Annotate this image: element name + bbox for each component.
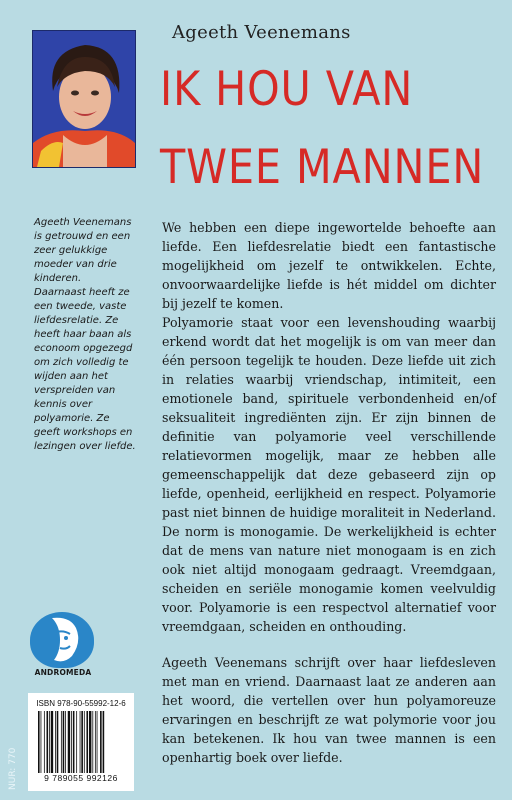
blurb-paragraph-1: We hebben een diepe ingewortelde behoefte aan liefde. Een liefdesrelatie biedt een fantastische mogelijkheid om jezelf te ontwikkelen. Echte, onvoorwaardelijke liefde is hét middel om dichter bij jezelf te komen. <box>162 220 496 311</box>
publisher-logo <box>30 612 94 684</box>
author-photo <box>32 30 136 168</box>
publisher-name: ANDROMEDA <box>34 668 92 677</box>
barcode-panel <box>28 693 134 791</box>
author-name: Ageeth Veenemans <box>172 22 351 43</box>
isbn-label: ISBN 978-90-55992-12-6 <box>36 699 126 708</box>
blurb <box>162 218 496 767</box>
blurb-paragraph-2: Polyamorie staat voor een levenshouding waarbij erkend wordt dat het mogelijk is om van meer dan één persoon tegelijk te houden. Deze liefde uit zich in relaties waarbij vriendschap, intimiteit, een emotionele band, spirituele verbondenheid en/of seksualiteit ingrediënten zijn. Er zijn binnen de definitie van polyamorie veel verschillende relatievormen mogelijk, maar ze hebben alle gemeenschappelijk dat deze gebaseerd zijn op liefde, openheid, eerlijkheid en respect. Polyamorie past niet binnen de huidige moraliteit in Nederland. De norm is monogamie. De werkelijkheid is echter dat de mens van nature niet monogaam is en zich ook niet altijd monogaam gedraagt. Vreemdgaan, scheiden en seriële monogamie komen veelvuldig voor. Polyamorie is een respectvol alternatief voor vreemdgaan, scheiden en onthouding. <box>162 315 496 634</box>
author-bio: Ageeth Veenemans is getrouwd en een zeer gelukkige moeder van drie kinderen. Daarnaast heeft ze een tweede, vaste liefdesrelatie. Ze heeft haar baan als econoom opgezegd om zich volledig te wijden aan het verspreiden van kennis over polyamorie. Ze geeft workshops en lezingen over liefde. <box>34 217 136 452</box>
author-portrait-icon <box>33 31 135 167</box>
book-title-line-1: IK HOU VAN <box>160 62 414 117</box>
book-title-line-2: TWEE MANNEN <box>160 140 485 195</box>
blurb-paragraph-3: Ageeth Veenemans schrijft over haar liefdesleven met man en vriend. Daarnaast laat ze anderen aan het woord, die vertellen over hun polyamoreuze ervaringen en beschrijft ze wat polymorie voor jou kan betekenen. Ik hou van twee mannen is een openhartig boek over liefde. <box>162 655 496 765</box>
barcode-icon <box>36 711 126 773</box>
isbn-digits: 9 789055 992126 <box>44 773 118 783</box>
andromeda-face-logo-icon <box>30 612 94 668</box>
nur-code: NUR: 770 <box>8 747 18 790</box>
